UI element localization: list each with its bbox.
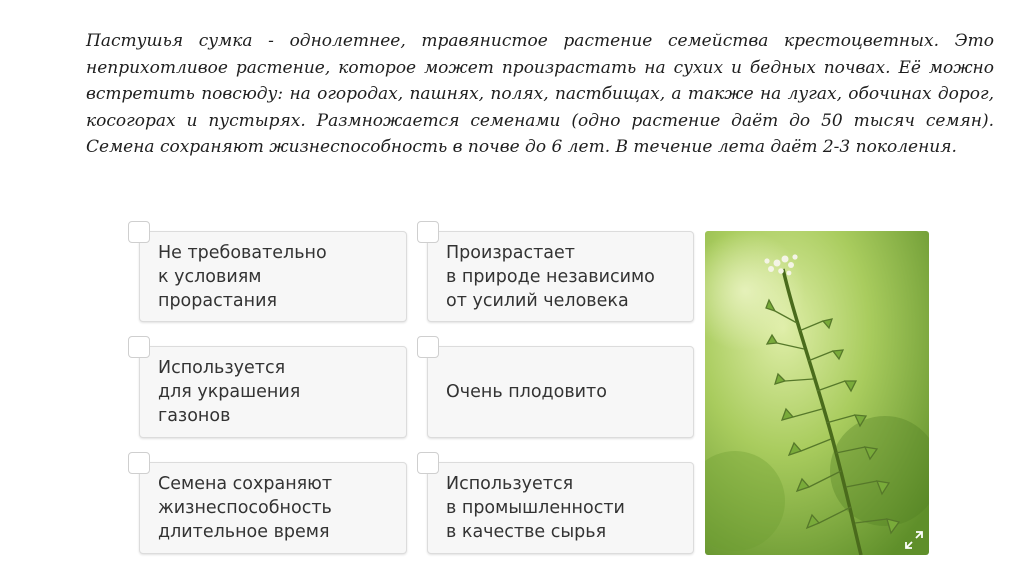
shepherds-purse-illustration <box>705 231 929 555</box>
answer-checkbox-1[interactable] <box>128 221 150 243</box>
answer-option-1[interactable]: Не требовательно к условиям прорастания <box>139 231 407 322</box>
answer-option-3[interactable]: Используется для украшения газонов <box>139 346 407 438</box>
answer-option-6[interactable]: Используется в промышленности в качестве сырья <box>427 462 694 554</box>
expand-icon[interactable] <box>903 529 925 551</box>
plant-photo <box>705 231 929 555</box>
answer-checkbox-5[interactable] <box>128 452 150 474</box>
answer-checkbox-6[interactable] <box>417 452 439 474</box>
answer-checkbox-2[interactable] <box>417 221 439 243</box>
answer-checkbox-4[interactable] <box>417 336 439 358</box>
task-description: Пастушья сумка - однолетнее, травянистое растение семейства крестоцветных. Это неприхотливое растение, которое может произрастать на сухих и бедных почвах. Её можно встретить повсюду: на огородах, пашнях, полях, пастбищах, а также на лугах, обочинах дорог, косогорах и пустырях. Размножается семенами (одно растение даёт до 50 тысяч семян). Семена сохраняют жизнеспособность в почве до 6 лет. В течение лета даёт 2-3 поколения. <box>86 31 994 157</box>
answer-option-2[interactable]: Произрастает в природе независимо от усилий человека <box>427 231 694 322</box>
answer-option-5[interactable]: Семена сохраняют жизнеспособность длительное время <box>139 462 407 554</box>
answer-option-4[interactable]: Очень плодовито <box>427 346 694 438</box>
answer-checkbox-3[interactable] <box>128 336 150 358</box>
